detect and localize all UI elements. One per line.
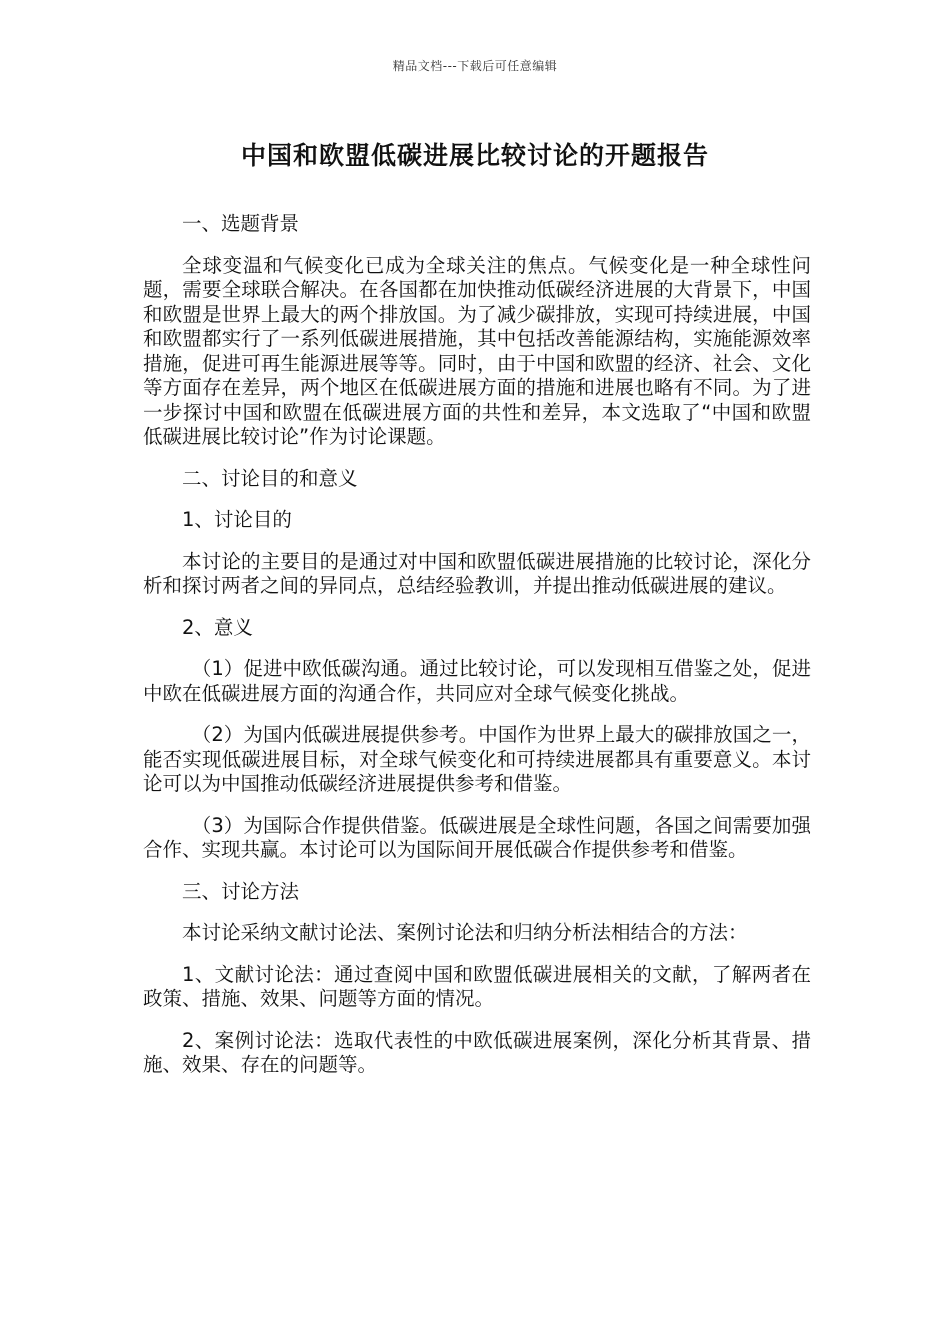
section-heading-method: 三、讨论方法 xyxy=(182,879,300,903)
section-heading-background: 一、选题背景 xyxy=(182,212,300,235)
paragraph-purpose: 本讨论的主要目的是通过对中国和欧盟低碳进展措施的比较讨论，深化分析和探讨两者之间的异同点，总结经验教训，并提出推动低碳进展的建议。 xyxy=(143,549,811,597)
significance-item: （1）促进中欧低碳沟通。通过比较讨论，可以发现相互借鉴之处，促进中欧在低碳进展方面的沟通合作，共同应对全球气候变化挑战。 xyxy=(143,657,811,705)
subheading-significance: 2、意义 xyxy=(182,615,253,639)
section-heading-purpose: 二、讨论目的和意义 xyxy=(182,466,358,490)
method-item: 2、案例讨论法：选取代表性的中欧低碳进展案例，深化分析其背景、措施、效果、存在的问题等。 xyxy=(143,1028,811,1076)
significance-item: （2）为国内低碳进展提供参考。中国作为世界上最大的碳排放国之一，能否实现低碳进展目标，对全球气候变化和可持续进展都具有重要意义。本讨论可以为中国推动低碳经济进展提供参考和借鉴。 xyxy=(143,723,811,795)
paragraph-background: 全球变温和气候变化已成为全球关注的焦点。气候变化是一种全球性问题，需要全球联合解决。在各国都在加快推动低碳经济进展的大背景下，中国和欧盟是世界上最大的两个排放国。为了减少碳排放，实现可持续进展，中国和欧盟都实行了一系列低碳进展措施，其中包括改善能源结构，实施能源效率措施，促进可再生能源进展等等。同时，由于中国和欧盟的经济、社会、文化等方面存在差异，两个地区在低碳进展方面的措施和进展也略有不同。为了进一步探讨中国和欧盟在低碳进展方面的共性和差异，本文选取了“中国和欧盟低碳进展比较讨论”作为讨论课题。 xyxy=(143,253,811,448)
subheading-purpose: 1、讨论目的 xyxy=(182,508,292,531)
significance-item: （3）为国际合作提供借鉴。低碳进展是全球性问题，各国之间需要加强合作、实现共赢。本讨论可以为国际间开展低碳合作提供参考和借鉴。 xyxy=(143,813,811,861)
paragraph-method-intro: 本讨论采纳文献讨论法、案例讨论法和归纳分析法相结合的方法： xyxy=(182,921,748,944)
document-title: 中国和欧盟低碳进展比较讨论的开题报告 xyxy=(240,141,709,170)
header-note: 精品文档---下载后可任意编辑 xyxy=(392,59,558,73)
method-item: 1、文献讨论法：通过查阅中国和欧盟低碳进展相关的文献，了解两者在政策、措施、效果、问题等方面的情况。 xyxy=(143,962,811,1010)
document-body xyxy=(143,212,811,1095)
